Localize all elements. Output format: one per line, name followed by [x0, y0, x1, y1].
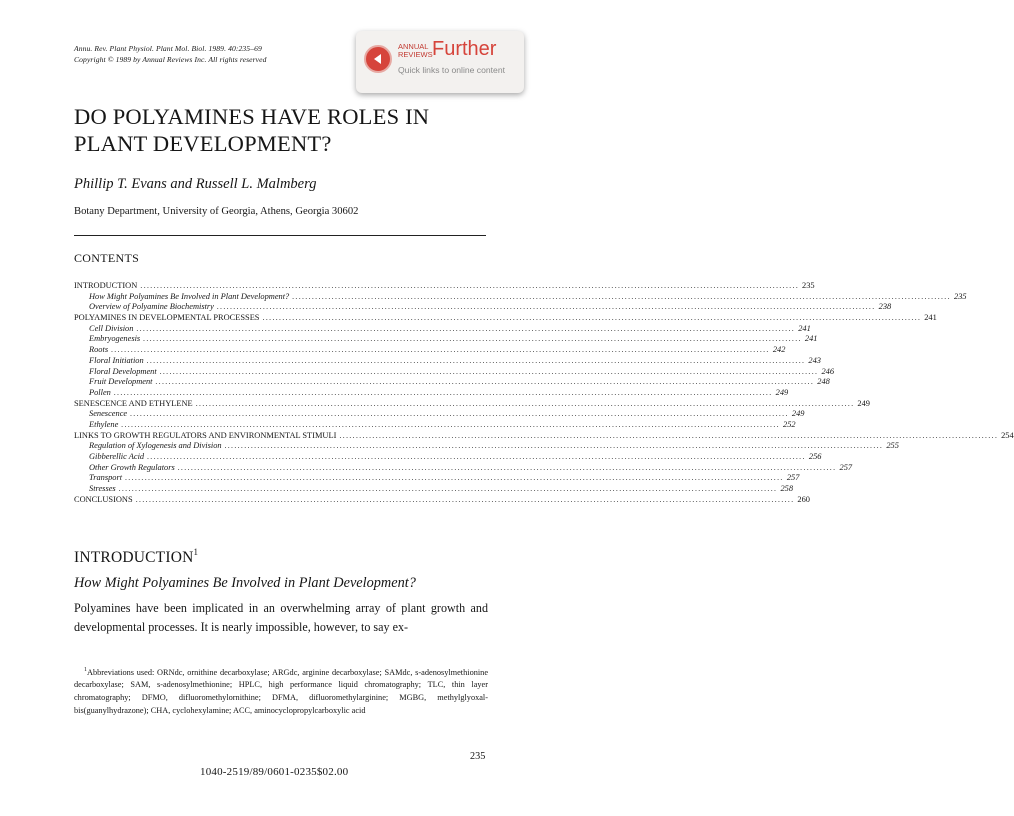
- toc-entry-page: 241: [804, 334, 818, 344]
- toc-leader-dots: ........................................................................................................................................................................................................: [113, 387, 773, 397]
- badge-annual: ANNUAL: [398, 42, 429, 51]
- toc-entry[interactable]: [74, 366, 834, 378]
- toc-entry-page: 257: [839, 462, 853, 472]
- authors: Phillip T. Evans and Russell L. Malmberg: [74, 176, 317, 192]
- toc-entry-label: Gibberellic Acid: [89, 452, 145, 461]
- toc-entry[interactable]: [74, 441, 899, 452]
- toc-entry-label: How Might Polyamines Be Involved in Plant Development?: [89, 291, 290, 301]
- toc-leader-dots: ........................................................................................................................................................................................................: [292, 291, 951, 301]
- toc-leader-dots: ........................................................................................................................................................................................................: [177, 462, 837, 472]
- toc-entry-label: Floral Initiation: [89, 355, 144, 365]
- toc-leader-dots: ........................................................................................................................................................................................................: [147, 452, 806, 461]
- toc-entry[interactable]: [74, 291, 967, 303]
- subsection-heading: How Might Polyamines Be Involved in Plant Development?: [74, 575, 416, 591]
- toc-entry-page: 248: [817, 377, 830, 387]
- section-heading: [74, 548, 198, 567]
- toc-leader-dots: ........................................................................................................................................................................................................: [118, 484, 778, 494]
- toc-leader-dots: ........................................................................................................................................................................................................: [146, 355, 806, 365]
- footnote-text: Abbreviations used: ORNdc, ornithine decarboxylase; ARGdc, arginine decarboxylase; SAMdc, s-adenosylmethionine decarboxylase; SAM, s-adenosylmethionine; HPLC, high performance liquid chromatography; TLC, thin layer chromatography; DFMO, difluoromethylornithine; DFMA, difluoromethylarginine; MGBG, methylglyoxal-bis(guanylhydrazone); CHA, cyclohexylamine; ACC, aminocyclopropylcarboxylic acid: [74, 667, 488, 715]
- toc-entry-label: Floral Development: [89, 366, 157, 376]
- toc-entry-page: 249: [775, 387, 789, 397]
- affiliation: Botany Department, University of Georgia, Athens, Georgia 30602: [74, 206, 359, 217]
- toc-leader-dots: ........................................................................................................................................................................................................: [159, 366, 819, 376]
- toc-entry-label: Overview of Polyamine Biochemistry: [89, 302, 214, 312]
- toc-entry[interactable]: [74, 409, 805, 420]
- toc-entry-page: 235: [954, 291, 967, 301]
- toc-entry-page: 258: [780, 484, 793, 494]
- toc-entry-label: Regulation of Xylogenesis and Division: [89, 441, 222, 451]
- toc-entry[interactable]: [74, 345, 786, 356]
- toc-entry[interactable]: [74, 377, 830, 388]
- section-heading-text: INTRODUCTION: [74, 549, 194, 567]
- toc-entry-page: 257: [786, 473, 800, 483]
- toc-entry[interactable]: [74, 323, 811, 335]
- toc-leader-dots: ........................................................................................................................................................................................................: [130, 409, 789, 419]
- toc-entry-page: 260: [797, 494, 810, 504]
- body-paragraph: Polyamines have been implicated in an overwhelming array of plant growth and developmental processes. It is nearly impossible, however, to say ex-: [74, 601, 488, 634]
- toc-entry-label: Cell Division: [89, 323, 134, 333]
- toc-entry-page: 241: [798, 323, 811, 333]
- contents-heading: CONTENTS: [74, 251, 140, 265]
- toc-entry-page: 249: [791, 409, 805, 419]
- toc-entry-label: Ethylene: [89, 419, 119, 429]
- toc-entry-label: POLYAMINES IN DEVELOPMENTAL PROCESSES: [74, 313, 260, 323]
- toc-entry-page: 256: [808, 452, 822, 461]
- toc-entry-page: 255: [886, 441, 899, 451]
- toc-entry[interactable]: [74, 484, 793, 495]
- toc-entry[interactable]: [74, 281, 815, 292]
- toc-entry-label: Embryogenesis: [89, 334, 141, 344]
- toc-entry[interactable]: [74, 419, 796, 431]
- toc-entry-label: Pollen: [89, 387, 111, 397]
- toc-entry-page: 249: [857, 398, 870, 408]
- toc-leader-dots: ........................................................................................................................................................................................................: [339, 430, 999, 440]
- toc-leader-dots: ........................................................................................................................................................................................................: [125, 473, 784, 483]
- badge-further: Further: [432, 38, 497, 60]
- toc-entry-label: Fruit Development: [89, 377, 153, 387]
- divider: [74, 235, 486, 236]
- price-code: 1040-2519/89/0601-0235$02.00: [200, 766, 349, 778]
- badge-annual-reviews-label: [398, 43, 433, 59]
- toc-entry[interactable]: [74, 462, 853, 474]
- left-arrow-icon: [364, 45, 392, 73]
- toc-entry-page: 241: [924, 313, 937, 323]
- title-line-2: PLANT DEVELOPMENT?: [74, 131, 332, 156]
- toc-entry[interactable]: [74, 355, 821, 367]
- toc-entry-page: 242: [772, 345, 786, 355]
- badge-reviews: REVIEWS: [398, 50, 433, 59]
- toc-entry[interactable]: [74, 494, 810, 506]
- toc-entry-label: INTRODUCTION: [74, 281, 138, 290]
- journal-citation: Annu. Rev. Plant Physiol. Plant Mol. Biol. 1989. 40:235–69: [74, 44, 262, 53]
- toc-entry[interactable]: [74, 302, 892, 313]
- toc-leader-dots: ........................................................................................................................................................................................................: [262, 313, 922, 323]
- toc-leader-dots: ........................................................................................................................................................................................................: [224, 441, 884, 451]
- toc-entry-label: Senescence: [89, 409, 128, 419]
- toc-leader-dots: ........................................................................................................................................................................................................: [121, 419, 781, 429]
- toc-entry[interactable]: [74, 313, 937, 324]
- badge-subtitle: Quick links to online content: [398, 65, 506, 75]
- toc-leader-dots: ........................................................................................................................................................................................................: [216, 302, 876, 312]
- footnote: [74, 664, 488, 717]
- title-line-1: DO POLYAMINES HAVE ROLES IN: [74, 104, 430, 129]
- toc-entry-label: Roots: [89, 345, 109, 355]
- toc-entry[interactable]: [74, 430, 1014, 442]
- toc-leader-dots: ........................................................................................................................................................................................................: [135, 494, 795, 504]
- annual-reviews-further-badge[interactable]: [356, 31, 524, 93]
- toc-entry-label: LINKS TO GROWTH REGULATORS AND ENVIRONMENTAL STIMULI: [74, 430, 337, 440]
- toc-entry[interactable]: [74, 473, 800, 484]
- toc-leader-dots: ........................................................................................................................................................................................................: [136, 323, 796, 333]
- article-title: [74, 103, 504, 157]
- toc-entry-page: 246: [821, 366, 834, 376]
- toc-entry-label: CONCLUSIONS: [74, 494, 133, 504]
- toc-leader-dots: ........................................................................................................................................................................................................: [111, 345, 770, 355]
- toc-entry[interactable]: [74, 398, 870, 410]
- toc-entry-label: Transport: [89, 473, 123, 483]
- page-number: 235: [470, 751, 486, 762]
- toc-entry-page: 254: [1001, 430, 1014, 440]
- toc-entry[interactable]: [74, 334, 818, 345]
- toc-entry-label: Other Growth Regulators: [89, 462, 175, 472]
- toc-entry-label: SENESCENCE AND ETHYLENE: [74, 398, 193, 408]
- toc-entry-page: 238: [878, 302, 892, 312]
- footnote-ref: 1: [193, 547, 199, 557]
- toc-leader-dots: ........................................................................................................................................................................................................: [140, 281, 800, 290]
- toc-entry[interactable]: [74, 452, 822, 463]
- toc-leader-dots: ........................................................................................................................................................................................................: [155, 377, 815, 387]
- toc-entry[interactable]: [74, 387, 789, 399]
- copyright-line: Copyright © 1989 by Annual Reviews Inc. All rights reserved: [74, 55, 267, 64]
- toc-entry-page: 235: [802, 281, 815, 290]
- table-of-contents: [74, 281, 1014, 505]
- footnote-marker: 1: [84, 667, 87, 673]
- toc-leader-dots: ........................................................................................................................................................................................................: [195, 398, 855, 408]
- toc-leader-dots: ........................................................................................................................................................................................................: [143, 334, 802, 344]
- toc-entry-page: 243: [808, 355, 821, 365]
- toc-entry-label: Stresses: [89, 484, 116, 494]
- toc-entry-page: 252: [783, 419, 796, 429]
